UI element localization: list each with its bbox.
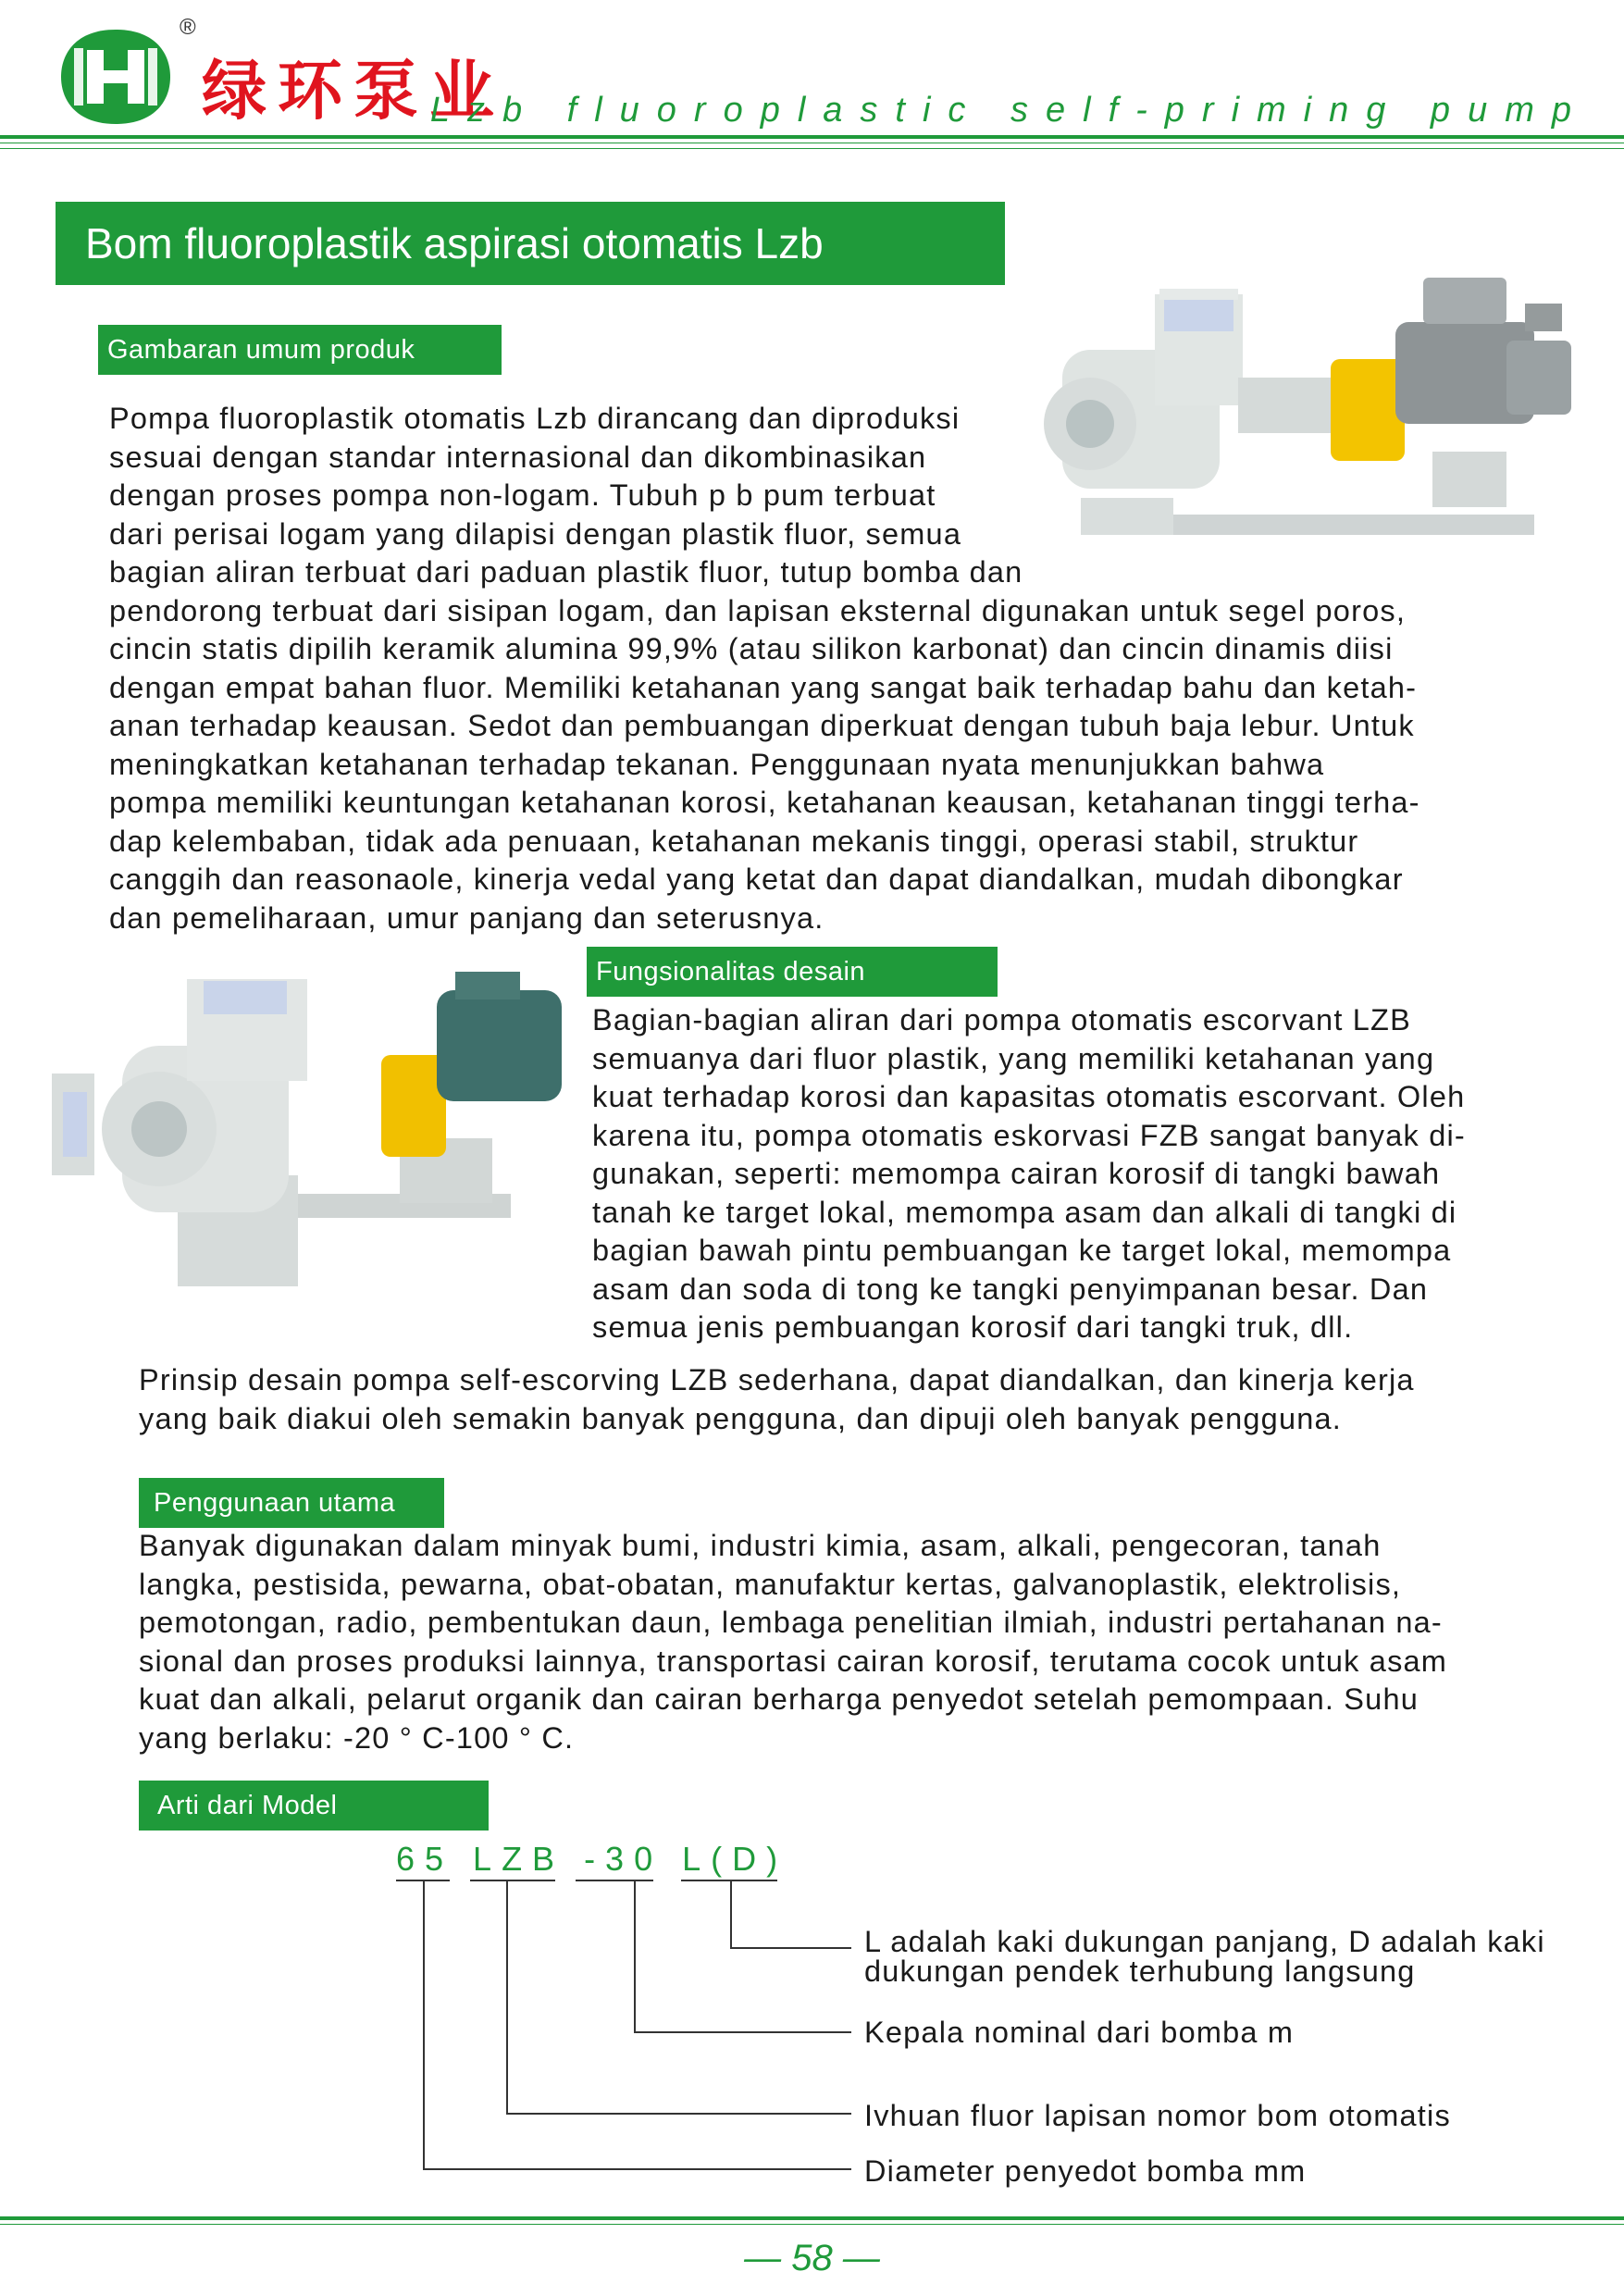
text-line: gunakan, seperti: memompa cairan korosif di tangki bawah: [592, 1157, 1441, 1190]
text-line: sesuai dengan standar internasional dan dikombinasikan: [109, 440, 927, 474]
section-heading-overview: Gambaran umum produk: [98, 325, 502, 375]
section-heading-design: Fungsionalitas desain: [587, 947, 998, 997]
header-subtitle: Lzb fluoroplastic self-priming pump: [429, 91, 1589, 130]
text-line: Banyak digunakan dalam minyak bumi, industri kimia, asam, alkali, pengecoran, tanah: [139, 1529, 1382, 1562]
model-desc-ld-line1: L adalah kaki dukungan panjang, D adalah kaki: [864, 1925, 1545, 1958]
text-line: dap kelembaban, tidak ada penuaan, ketahanan mekanis tinggi, operasi stabil, struktur: [109, 824, 1359, 858]
model-desc-diameter: Diameter penyedot bomba mm: [864, 2154, 1307, 2188]
text-line: pendorong terbuat dari sisipan logam, dan lapisan eksternal digunakan untuk segel poros,: [109, 593, 1407, 627]
text-line: karena itu, pompa otomatis eskorvasi FZB sangat banyak di-: [592, 1118, 1466, 1152]
text-line: Bagian-bagian aliran dari pompa otomatis escorvant LZB: [592, 1003, 1411, 1036]
brand-name: 绿环泵业: [202, 52, 505, 129]
text-line: asam dan soda di tong ke tangki penyimpanan besar. Dan: [592, 1272, 1429, 1306]
text-line: yang baik diakui oleh semakin banyak pengguna, dan dipuji oleh banyak pengguna.: [139, 1401, 1343, 1435]
page-number: — 58 —: [744, 2238, 880, 2278]
text-line: pompa memiliki keuntungan ketahanan korosi, ketahanan keausan, ketahanan tinggi terha-: [109, 786, 1420, 819]
text-line: kuat terhadap korosi dan kapasitas otomatis escorvant. Oleh: [592, 1080, 1466, 1113]
text-line: dari perisai logam yang dilapisi dengan plastik fluor, semua: [109, 516, 962, 551]
text-line: Pompa fluoroplastik otomatis Lzb dirancang dan diproduksi: [109, 402, 961, 435]
page-title: Bom fluoroplastik aspirasi otomatis Lzb: [56, 202, 1005, 285]
text-line: dengan empat bahan fluor. Memiliki ketahanan yang sangat baik terhadap bahu dan ketah-: [109, 670, 1418, 704]
text-line: anan terhadap keausan. Sedot dan pembuangan diperkuat dengan tubuh baja lebur. Untuk: [109, 709, 1415, 742]
text-line: dengan proses pompa non-logam. Tubuh p b pum terbuat: [109, 478, 936, 512]
model-code: 65 LZB -30 L(D): [396, 1840, 788, 1878]
text-line: canggih dan reasonaole, kinerja vedal yang ketat dan dapat diandalkan, mudah dibongkar: [109, 863, 1404, 896]
text-line: bagian bawah pintu pembuangan ke target lokal, memompa: [592, 1234, 1452, 1267]
model-desc-head: Kepala nominal dari bomba m: [864, 2016, 1295, 2049]
text-line: semua jenis pembuangan korosif dari tangki truk, dll.: [592, 1310, 1354, 1344]
text-line: sional dan proses produksi lainnya, transportasi cairan korosif, terutama cocok untuk asam: [139, 1644, 1448, 1678]
model-desc-ld-line2: dukungan pendek terhubung langsung: [864, 1955, 1416, 1988]
text-line: pemotongan, radio, pembentukan daun, lembaga penelitian ilmiah, industri pertahanan na-: [139, 1606, 1443, 1639]
footer-divider: [0, 2216, 1624, 2220]
section-heading-model: Arti dari Model: [139, 1781, 489, 1831]
text-line: meningkatkan ketahanan terhadap tekanan. Penggunaan nyata menunjukkan bahwa: [109, 747, 1325, 781]
model-desc-lzb: Ivhuan fluor lapisan nomor bom otomatis: [864, 2099, 1451, 2132]
text-line: semuanya dari fluor plastik, yang memiliki ketahanan yang: [592, 1041, 1435, 1075]
text-line: kuat dan alkali, pelarut organik dan cairan berharga penyedot setelah pemompaan. Suhu: [139, 1682, 1419, 1716]
section-heading-usage: Penggunaan utama: [139, 1478, 444, 1528]
text-line: yang berlaku: -20 ° C-100 ° C.: [139, 1720, 575, 1755]
text-line: bagian aliran terbuat dari paduan plastik fluor, tutup bomba dan: [109, 555, 1023, 589]
text-line: cincin statis dipilih keramik alumina 99,9% (atau silikon karbonat) dan cincin dinamis diisi: [109, 632, 1394, 665]
registered-mark: ®: [180, 15, 196, 40]
text-line: tanah ke target lokal, memompa asam dan alkali di tangki di: [592, 1195, 1457, 1229]
text-line: dan pemeliharaan, umur panjang dan seterusnya.: [109, 900, 824, 935]
text-line: langka, pestisida, pewarna, obat-obatan, manufaktur kertas, galvanoplastik, elektrolisis,: [139, 1567, 1402, 1601]
footer-divider-thin: [0, 2224, 1624, 2225]
text-line: Prinsip desain pompa self-escorving LZB sederhana, dapat diandalkan, dan kinerja kerja: [139, 1363, 1415, 1396]
